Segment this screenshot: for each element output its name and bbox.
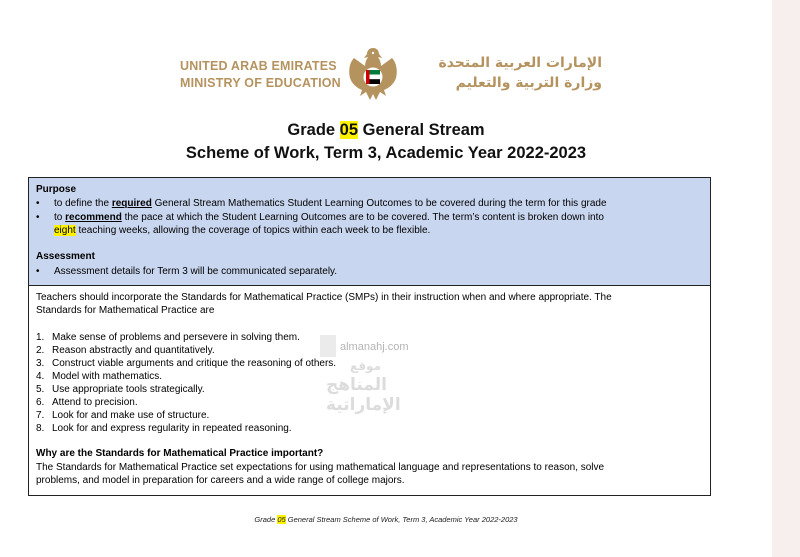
smp-list-item: 2. Reason abstractly and quantitatively.	[36, 345, 215, 356]
page-footer: Grade 05 General Stream Scheme of Work, Term 3, Academic Year 2022-2023	[254, 515, 518, 524]
smp-list-item: 3. Construct viable arguments and critique the reasoning of others.	[36, 358, 337, 369]
smp-intro-line: Teachers should incorporate the Standards for Mathematical Practice (SMPs) in their instruction when and where appropriate. The	[36, 292, 612, 303]
purpose-assessment-box: Purpose • to define the required General Stream Mathematics Student Learning Outcomes to be covered during the term for this grade • to recommend the pace at which the Student Learning Outcomes are to be covered. The term’s content is broken down into eight teaching weeks, allowing the coverage of topics within each week to be flexible. Assessment • Assessment details for Term 3 will be communicated separately.	[28, 177, 711, 286]
ministry-name-arabic	[438, 53, 602, 93]
smp-why-line: The Standards for Mathematical Practice set expectations for using mathematical language and representations to reason, solve	[36, 462, 605, 473]
watermark-arabic-small: موقع	[350, 359, 382, 373]
smp-list-item: 6. Attend to precision.	[36, 397, 138, 408]
watermark-arabic-large: المناهج الإماراتية	[326, 375, 401, 415]
country-name-arabic: الإمارات العربية المتحدة	[438, 55, 602, 71]
smp-list-item: 5. Use appropriate tools strategically.	[36, 384, 205, 395]
site-watermark	[310, 335, 450, 415]
smp-why-line: problems, and model in preparation for careers and a wide range of college majors.	[36, 475, 405, 486]
grade-highlight: 05	[339, 121, 359, 139]
smp-intro-line: Standards for Mathematical Practice are	[36, 305, 215, 316]
smp-list-item: 8. Look for and express regularity in repeated reasoning.	[36, 423, 292, 434]
uae-falcon-emblem-icon	[342, 44, 404, 106]
document-title: Grade 05 General Stream	[287, 121, 485, 139]
document-subtitle: Scheme of Work, Term 3, Academic Year 2022-2023	[185, 144, 587, 162]
footer-grade-highlight: 05	[277, 515, 286, 524]
smp-list-item: 4. Model with mathematics.	[36, 371, 163, 382]
watermark-logo-icon	[320, 335, 336, 357]
smp-why-heading: Why are the Standards for Mathematical Practice important?	[36, 448, 324, 459]
smp-list-item: 7. Look for and make use of structure.	[36, 410, 210, 421]
country-name-english: UNITED ARAB EMIRATES	[180, 59, 337, 73]
purpose-heading: Purpose	[36, 184, 77, 195]
assessment-heading: Assessment	[36, 251, 95, 262]
ministry-name-english	[180, 58, 341, 92]
ministry-header	[160, 42, 620, 112]
weeks-highlight: eight	[54, 225, 76, 236]
ministry-name-arabic-line: وزارة التربية والتعليم	[455, 75, 602, 91]
ministry-name-english-line: MINISTRY OF EDUCATION	[180, 76, 341, 90]
bullet-icon: •	[36, 212, 40, 223]
bullet-icon: •	[36, 266, 40, 277]
watermark-url: almanahj.com	[340, 341, 409, 353]
smp-list-item: 1. Make sense of problems and persevere in solving them.	[36, 332, 300, 343]
bullet-icon: •	[36, 198, 40, 209]
viewer-side-margin	[772, 0, 800, 557]
